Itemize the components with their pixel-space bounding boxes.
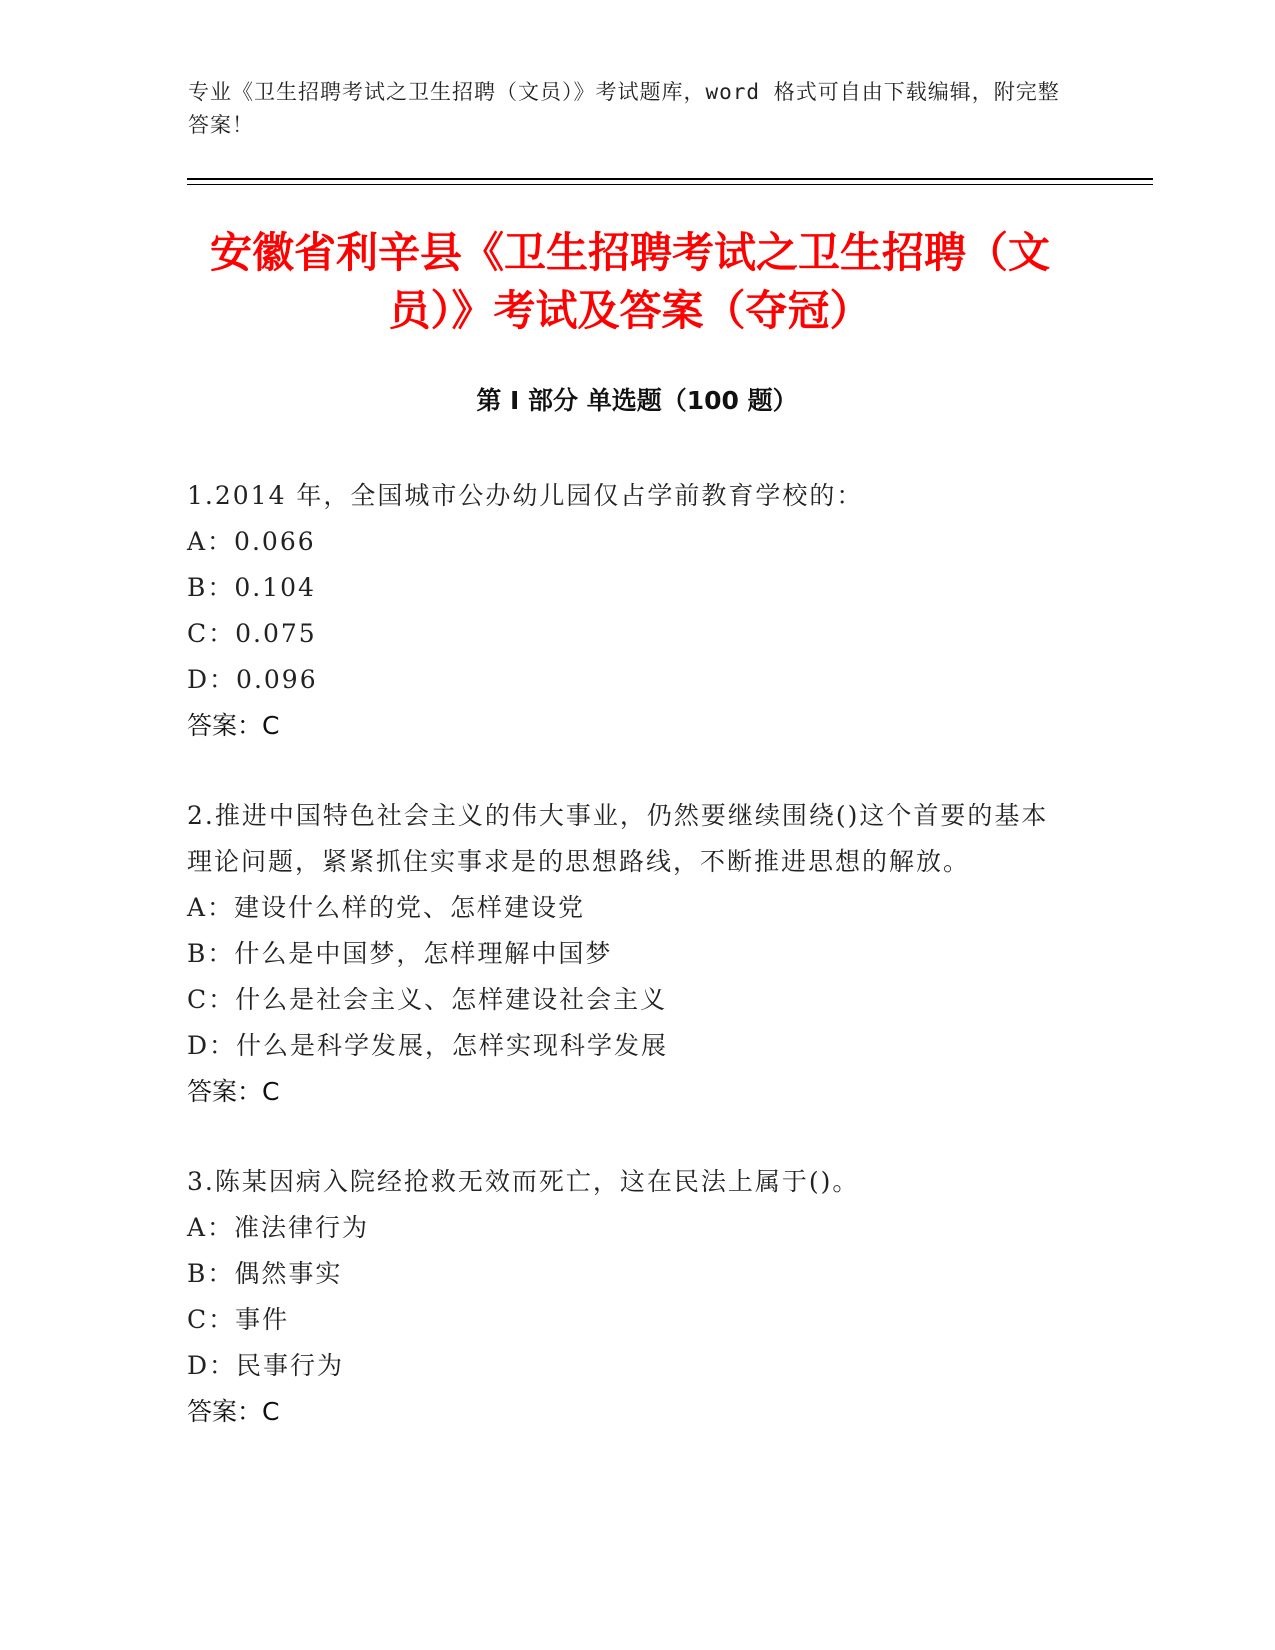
option-c: C：什么是社会主义、怎样建设社会主义 xyxy=(187,985,668,1014)
option-c: C：事件 xyxy=(187,1305,290,1334)
option-b: B：偶然事实 xyxy=(187,1259,343,1288)
option-b: B：什么是中国梦，怎样理解中国梦 xyxy=(187,939,613,968)
option-d: D：什么是科学发展，怎样实现科学发展 xyxy=(187,1031,669,1060)
answer-line: 答案：C xyxy=(187,1397,280,1426)
option-d: D：民事行为 xyxy=(187,1351,345,1380)
option-a: A：0.066 xyxy=(187,527,316,556)
answer-line: 答案：C xyxy=(187,1077,280,1106)
question-2 xyxy=(187,793,1067,1115)
question-3 xyxy=(187,1159,1067,1435)
option-c: C：0.075 xyxy=(187,619,317,648)
header-note: 专业《卫生招聘考试之卫生招聘（文员）》考试题库，word 格式可自由下载编辑，附完整答案！ xyxy=(188,80,1060,137)
header-divider-thin xyxy=(187,184,1153,185)
question-1 xyxy=(187,473,1067,749)
option-a: A：准法律行为 xyxy=(187,1213,370,1242)
question-stem: 2.推进中国特色社会主义的伟大事业，仍然要继续围绕()这个首要的基本理论问题，紧紧抓住实事求是的思想路线，不断推进思想的解放。 xyxy=(187,801,1049,876)
question-list xyxy=(187,473,1067,1479)
option-d: D：0.096 xyxy=(187,665,318,694)
question-stem: 3.陈某因病入院经抢救无效而死亡，这在民法上属于()。 xyxy=(187,1167,860,1196)
document-title: 安徽省利辛县《卫生招聘考试之卫生招聘（文员）》考试及答案（夺冠） xyxy=(209,228,1050,335)
question-stem: 1.2014 年，全国城市公办幼儿园仅占学前教育学校的： xyxy=(187,481,864,510)
option-b: B：0.104 xyxy=(187,573,316,602)
header-divider-thick xyxy=(187,178,1153,180)
option-a: A：建设什么样的党、怎样建设党 xyxy=(187,893,586,922)
section-heading: 第 I 部分 单选题（100 题） xyxy=(476,386,798,415)
answer-line: 答案：C xyxy=(187,711,280,740)
